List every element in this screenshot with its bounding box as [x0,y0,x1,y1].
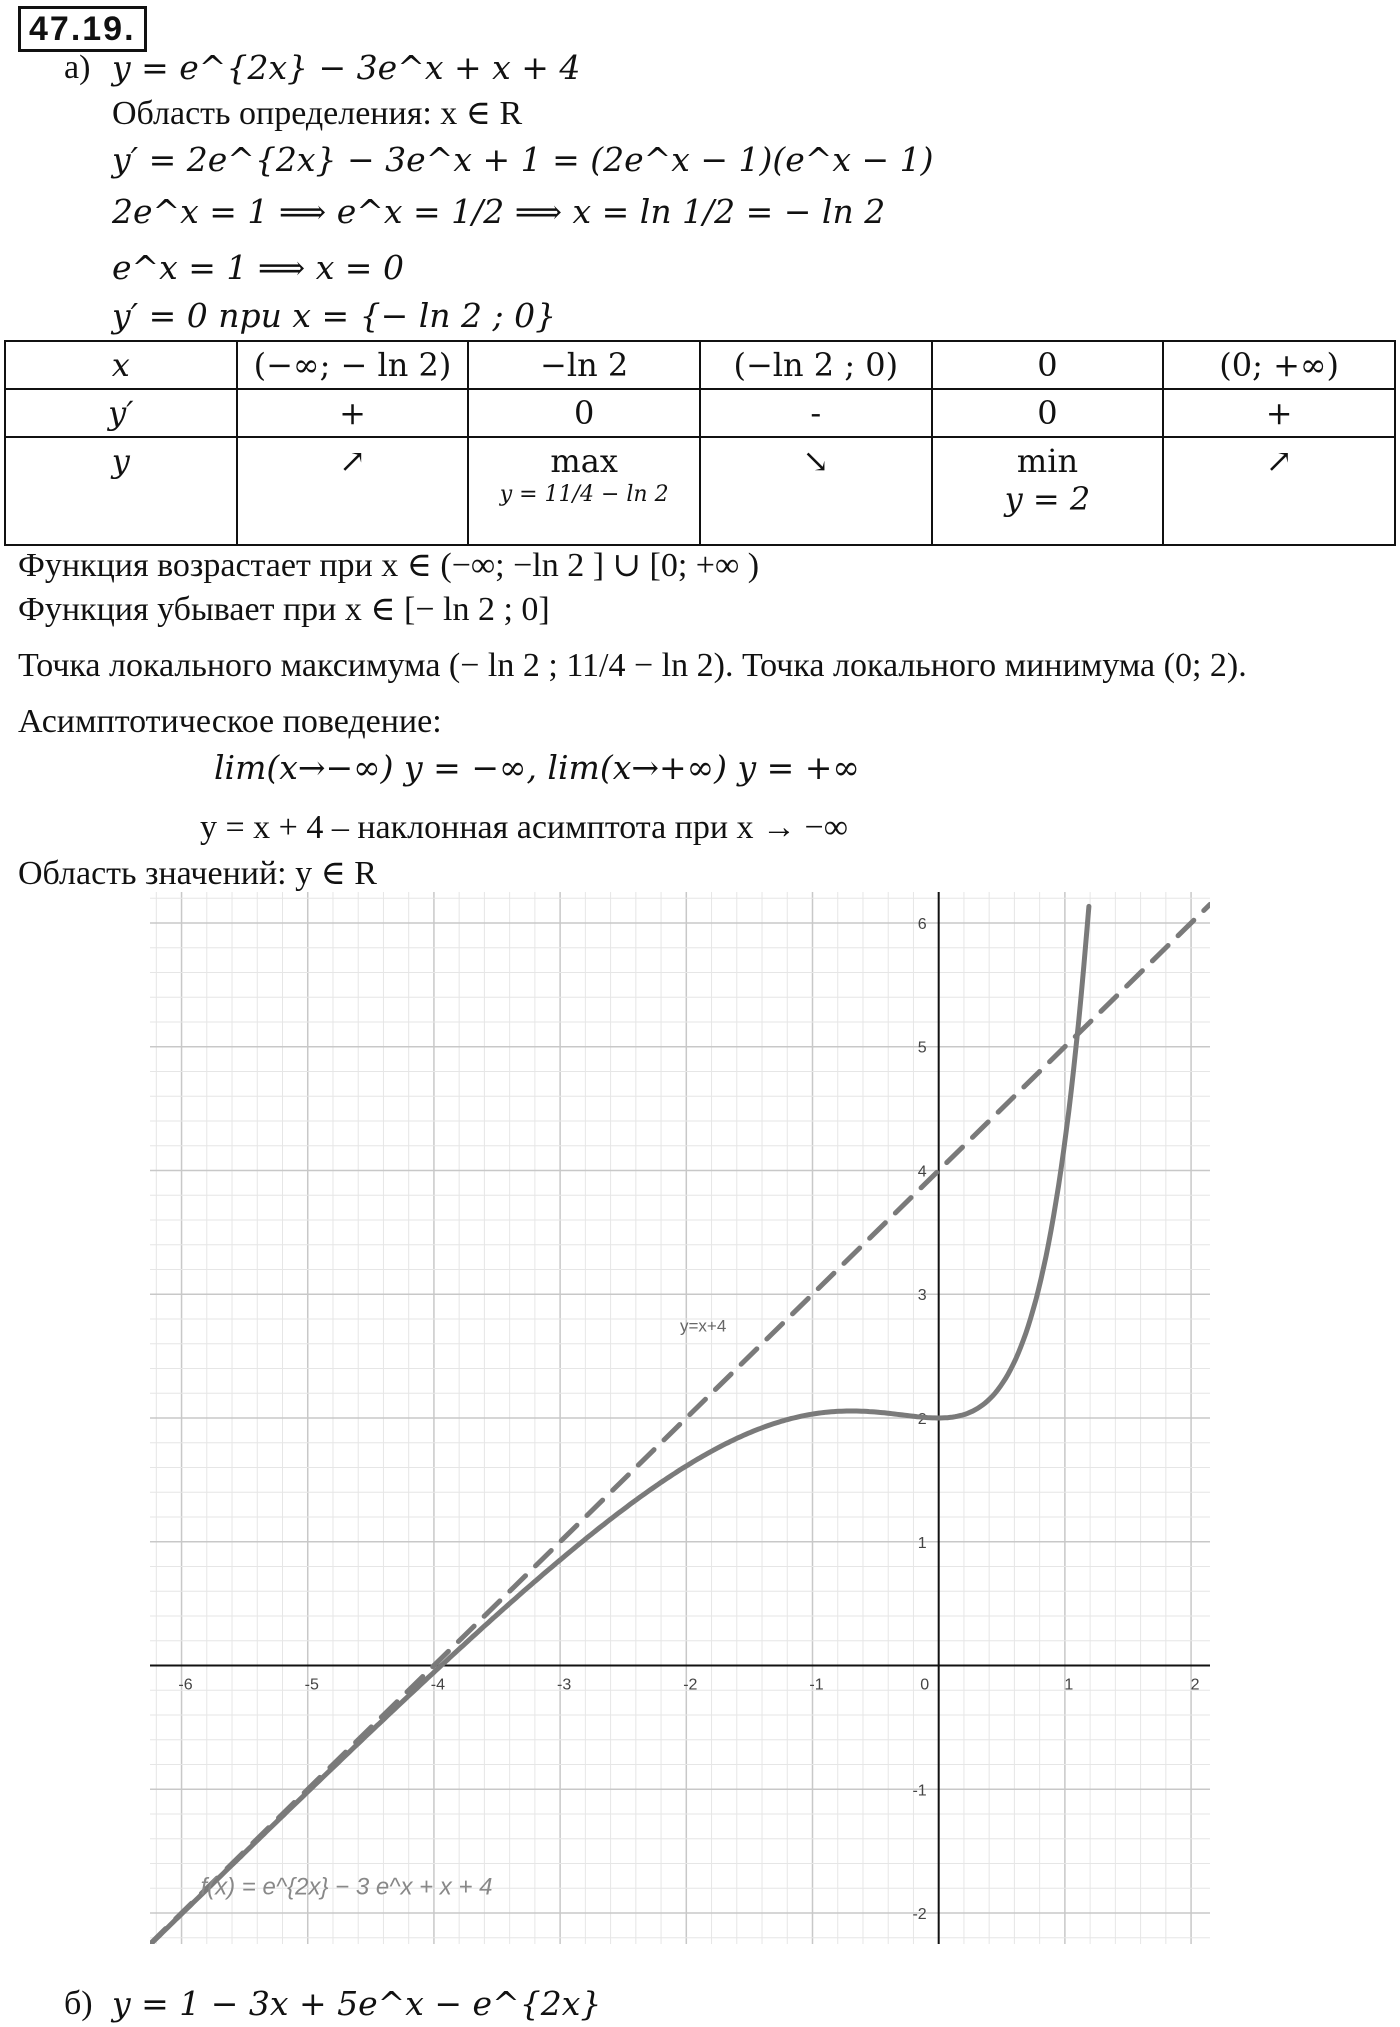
extrema-line: Точка локального максимума (− ln 2 ; 11/4 − ln 2). Точка локального минимума (0; 2). [18,647,1247,684]
root-one-line: 2e^x = 1 ⟹ e^x = 1/2 ⟹ x = ln 1/2 = − ln 2 [112,192,886,231]
part-a-label: а) [64,49,91,86]
problem-number: 47.19. [18,6,147,52]
function-curve [150,906,1089,1944]
graph-svg [150,892,1210,1944]
table-cell: (0; +∞) [1163,341,1395,389]
y-tick-label: -2 [912,1906,927,1924]
table-cell: y′ [5,389,237,437]
function-graph [150,892,1210,1944]
table-cell: 0 [468,389,700,437]
x-tick-label: 1 [1064,1676,1074,1694]
root-two-line: e^x = 1 ⟹ x = 0 [112,248,404,287]
x-tick-label: -6 [178,1676,193,1694]
table-header-row [5,341,1395,389]
table-cell: + [1163,389,1395,437]
asymptote-line [150,904,1210,1944]
zeros-line: y′ = 0 при x = {− ln 2 ; 0} [112,296,557,335]
table-function-row [5,437,1395,545]
table-cell: y [5,437,237,545]
y-tick-label: 4 [917,1163,927,1181]
part-b-function: y = 1 − 3x + 5e^x − e^{2x} [112,1984,602,2023]
x-tick-label: 2 [1190,1676,1200,1694]
increasing-arrow-icon: ↗ [237,437,469,545]
x-tick-label: -4 [430,1676,446,1694]
y-tick-label: 6 [917,915,927,933]
table-cell-max [468,437,700,545]
part-a-function: y = e^{2x} − 3e^x + x + 4 [112,48,581,87]
decreasing-arrow-icon: ↘ [700,437,932,545]
part-b-label: б) [64,1985,93,2022]
decreasing-interval: Функция убывает при x ∈ [− ln 2 ; 0] [18,591,550,628]
table-cell: (−∞; − ln 2) [237,341,469,389]
table-cell-min [932,437,1164,545]
x-tick-label: -5 [304,1676,319,1694]
table-cell: −ln 2 [468,341,700,389]
max-label: max [550,442,618,480]
x-tick-label: 0 [920,1676,930,1694]
y-tick-label: 5 [917,1039,927,1057]
table-cell: (−ln 2 ; 0) [700,341,932,389]
min-label: min [1016,442,1079,480]
max-value: y = 11/4 − ln 2 [499,482,669,507]
domain-line: Область определения: x ∈ R [112,95,523,132]
y-tick-label: 2 [917,1411,927,1428]
variation-table [4,340,1396,546]
table-cell: + [237,389,469,437]
table-cell: 0 [932,389,1164,437]
increasing-interval: Функция возрастает при x ∈ (−∞; −ln 2 ] ∪ [0; +∞ ) [18,547,760,584]
x-tick-label: -2 [683,1676,698,1694]
range-line: Область значений: y ∈ R [18,855,377,892]
table-derivative-row [5,389,1395,437]
x-tick-label: -1 [809,1676,824,1694]
derivative-line: y′ = 2e^{2x} − 3e^x + 1 = (2e^x − 1)(e^x − 1) [112,140,934,179]
min-value: y = 2 [1004,480,1091,518]
limits-line: lim(x→−∞) y = −∞, lim(x→+∞) y = +∞ [214,748,860,787]
table-cell: 0 [932,341,1164,389]
function-annotation: f(x) = e^{2x} − 3 e^x + x + 4 [200,1873,493,1901]
asymptote-annotation: y=x+4 [680,1316,727,1336]
y-tick-label: 1 [917,1534,927,1552]
x-tick-label: -3 [557,1676,572,1694]
table-cell: - [700,389,932,437]
asymptotic-title: Асимптотическое поведение: [18,703,442,740]
increasing-arrow-icon: ↗ [1163,437,1395,545]
table-cell: x [5,341,237,389]
asymptote-line: y = x + 4 – наклонная асимптота при x → −∞ [200,809,848,846]
y-tick-label: -1 [912,1782,927,1800]
y-tick-label: 3 [917,1287,927,1305]
